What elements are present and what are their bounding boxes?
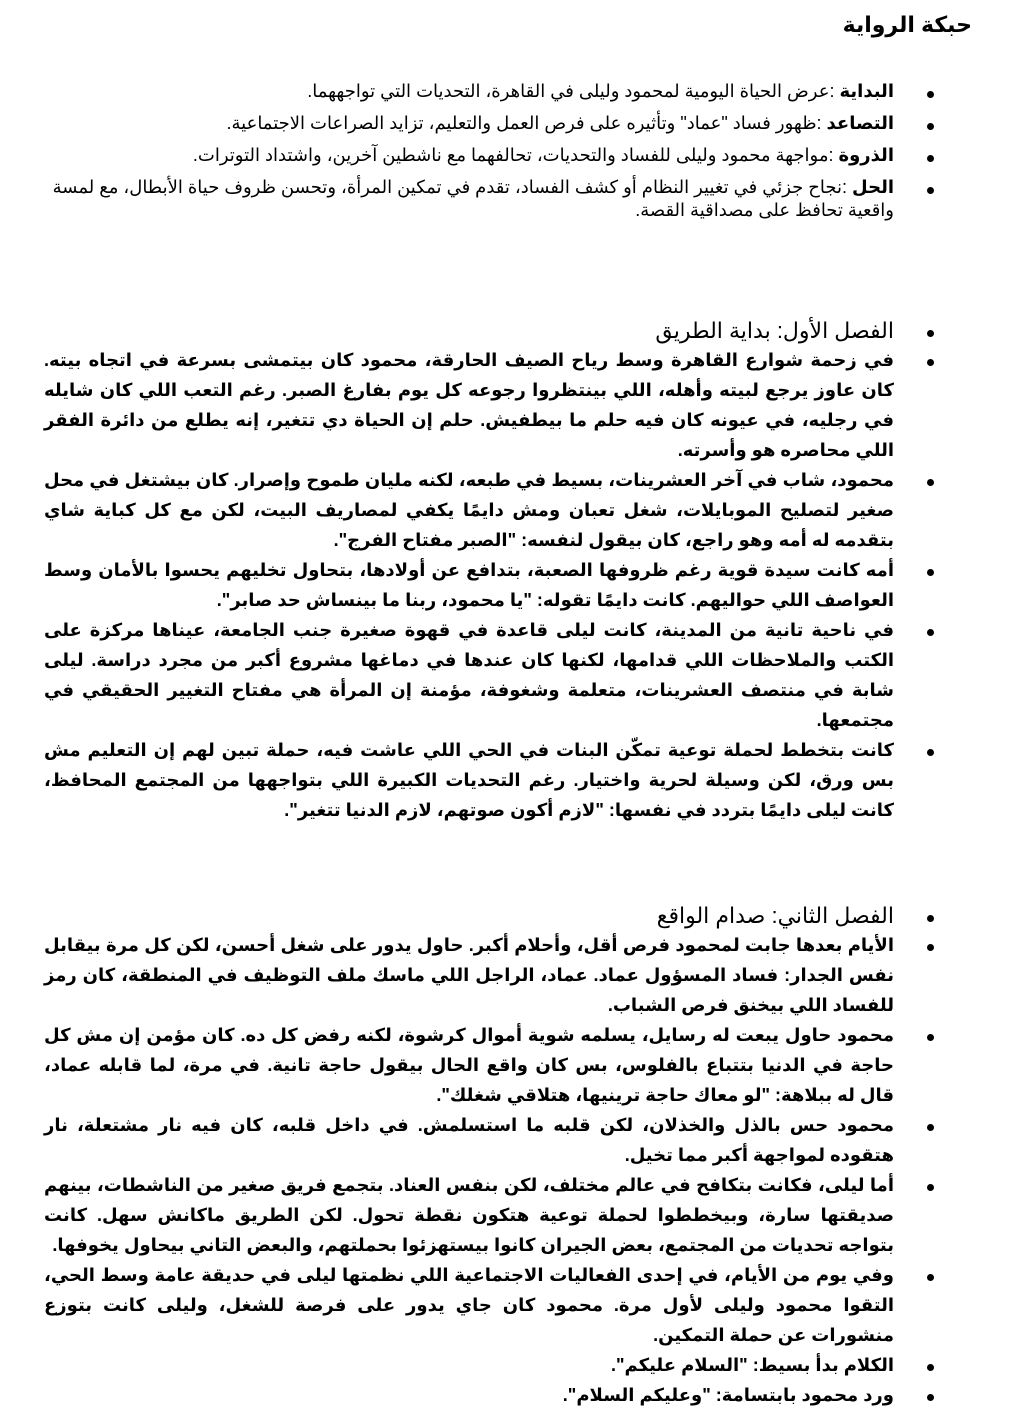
- chapter-two-paragraphs: [44, 930, 972, 1410]
- plot-item: [44, 176, 972, 222]
- chapter-two-paragraph: الكلام بدأ بسيط: "السلام عليكم".: [44, 1350, 972, 1380]
- plot-item: [44, 80, 972, 103]
- plot-text: :عرض الحياة اليومية لمحمود وليلى في القاهرة، التحديات التي تواجههما.: [307, 81, 840, 101]
- plot-text: :مواجهة محمود وليلى للفساد والتحديات، تحالفهما مع ناشطين آخرين، واشتداد التوترات.: [192, 145, 839, 165]
- plot-item: [44, 144, 972, 167]
- document-title: حبكة الرواية: [842, 12, 972, 37]
- plot-list: [44, 80, 972, 222]
- chapter-one-paragraph: محمود، شاب في آخر العشرينات، بسيط في طبعه، لكنه مليان طموح وإصرار. كان بيشتغل في محل صغير لتصليح الموبايلات، شغل تعبان ومش دايمًا يكفي لمصاريف البيت، لكن مع كل كباية شاي بتقدمه له أمه وهو راجع، كان بيقول لنفسه: "الصبر مفتاح الفرج".: [44, 465, 972, 555]
- plot-term: البداية: [839, 81, 894, 101]
- chapter-two-paragraph: الأيام بعدها جابت لمحمود فرص أقل، وأحلام أكبر. حاول يدور على شغل أحسن، لكن كل مرة بيقابل نفس الجدار: فساد المسؤول عماد. عماد، الراجل اللي ماسك ملف التوظيف في المنطقة، كان رمز للفساد اللي بيخنق فرص الشباب.: [44, 930, 972, 1020]
- plot-term: الذروة: [838, 145, 894, 165]
- chapter-one-heading: الفصل الأول: بداية الطريق: [44, 317, 972, 345]
- plot-text: :نجاح جزئي في تغيير النظام أو كشف الفساد، تقدم في تمكين المرأة، وتحسن ظروف حياة الأبطال، مع لمسة واقعية تحافظ على مصداقية القصة.: [52, 177, 894, 220]
- chapter-one-heading-list: [44, 317, 972, 345]
- plot-term: التصاعد: [826, 113, 894, 133]
- chapter-two-paragraph: محمود حاول يبعت له رسايل، يسلمه شوية أموال كرشوة، لكنه رفض كل ده. كان مؤمن إن مش كل حاجة في الدنيا بتتباع بالفلوس، بس كان واقع الحال بيقول حاجة تانية. في مرة، لما قابله عماد، قال له ببلاهة: "لو معاك حاجة ترينيها، هتلاقي شغلك".: [44, 1020, 972, 1110]
- chapter-one-paragraph: في ناحية تانية من المدينة، كانت ليلى قاعدة في قهوة صغيرة جنب الجامعة، عيناها مركزة على الكتب والملاحظات اللي قدامها، لكنها كان عندها في دماغها مشروع أكبر من مجرد دراسة. ليلى شابة في منتصف العشرينات، متعلمة وشغوفة، مؤمنة إن المرأة هي مفتاح التغيير الحقيقي في مجتمعها.: [44, 615, 972, 735]
- plot-text: :ظهور فساد "عماد" وتأثيره على فرص العمل والتعليم، تزايد الصراعات الاجتماعية.: [226, 113, 827, 133]
- chapter-one-paragraph: كانت بتخطط لحملة توعية تمكّن البنات في الحي اللي عاشت فيه، حملة تبين لهم إن التعليم مش بس ورق، لكن وسيلة لحرية واختيار. رغم التحديات الكبيرة اللي بتواجهها من المجتمع المحافظ، كانت ليلى دايمًا بتردد في نفسها: "لازم أكون صوتهم، لازم الدنيا تتغير".: [44, 735, 972, 825]
- chapter-one-paragraphs: [44, 345, 972, 825]
- chapter-two-paragraph: وفي يوم من الأيام، في إحدى الفعاليات الاجتماعية اللي نظمتها ليلى في حديقة عامة وسط الحي، التقوا محمود وليلى لأول مرة. محمود كان جاي يدور على فرصة للشغل، وليلى كانت بتوزع منشورات عن حملة التمكين.: [44, 1260, 972, 1350]
- chapter-one-paragraph: في زحمة شوارع القاهرة وسط رياح الصيف الحارقة، محمود كان بيتمشى بسرعة في اتجاه بيته. كان عاوز يرجع لبيته وأهله، اللي بينتظروا رجوعه كل يوم بفارغ الصبر. رغم التعب اللي كان شايله في رجليه، في عيونه كان فيه حلم ما بيطفيش. حلم إن الحياة دي تتغير، إنه يطلع من دائرة الفقر اللي محاصره هو وأسرته.: [44, 345, 972, 465]
- plot-item: [44, 112, 972, 135]
- chapter-two-heading: الفصل الثاني: صدام الواقع: [44, 902, 972, 930]
- chapter-two-paragraph: ورد محمود بابتسامة: "وعليكم السلام".: [44, 1380, 972, 1410]
- chapter-two-heading-list: [44, 902, 972, 930]
- chapter-one-paragraph: أمه كانت سيدة قوية رغم ظروفها الصعبة، بتدافع عن أولادها، بتحاول تخليهم يحسوا بالأمان وسط العواصف اللي حواليهم. كانت دايمًا تقوله: "يا محمود، ربنا ما بينساش حد صابر".: [44, 555, 972, 615]
- chapter-two-paragraph: أما ليلى، فكانت بتكافح في عالم مختلف، لكن بنفس العناد. بتجمع فريق صغير من الناشطات، بينهم صديقتها سارة، وبيخططوا لحملة توعية هتكون نقطة تحول. لكن الطريق ماكانش سهل. كانت بتواجه تحديات من المجتمع، بعض الجيران كانوا بيستهزئوا بحملتهم، والبعض التاني بيحاول يخوفها.: [44, 1170, 972, 1260]
- chapter-two-paragraph: محمود حس بالذل والخذلان، لكن قلبه ما استسلمش. في داخل قلبه، كان فيه نار مشتعلة، نار هتقوده لمواجهة أكبر مما تخيل.: [44, 1110, 972, 1170]
- plot-term: الحل: [852, 177, 894, 197]
